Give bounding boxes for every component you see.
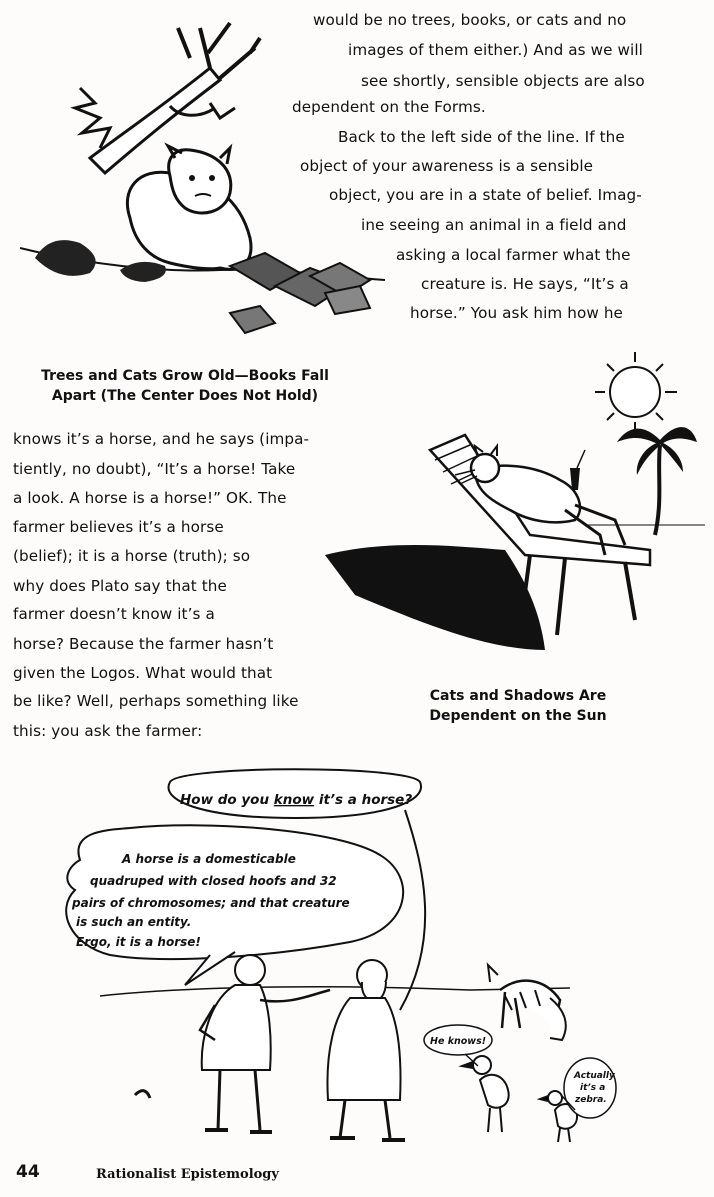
text-line: object of your awareness is a sensible — [300, 157, 594, 175]
caption-trees-cats-books — [20, 366, 350, 406]
text-line: Back to the left side of the line. If the — [338, 128, 625, 146]
farmer-bubble-line: pairs of chromosomes; and that creature — [72, 896, 350, 910]
bird-one-figure — [462, 1056, 509, 1132]
text-line: would be no trees, books, or cats and no — [313, 11, 627, 29]
text-line: given the Logos. What would that — [13, 664, 273, 682]
text-line: asking a local farmer what the — [396, 246, 631, 264]
farmer-bubble-line: A horse is a domesticable — [122, 852, 296, 866]
caption-line: Dependent on the Sun — [429, 708, 607, 724]
text-line: why does Plato say that the — [13, 577, 227, 595]
text-line: object, you are in a state of belief. Imag- — [329, 186, 642, 204]
palm-tree-icon — [617, 427, 697, 535]
text-line: dependent on the Forms. — [292, 98, 486, 116]
bird-two-bubble-line: zebra. — [575, 1095, 607, 1105]
text-line: farmer believes it’s a horse — [13, 518, 224, 536]
text-line: images of them either.) And as we will — [348, 41, 643, 59]
cat-sunbathing-illustration — [325, 350, 705, 670]
zebra-figure — [488, 965, 566, 1040]
text-line: a look. A horse is a horse!” OK. The — [13, 489, 287, 507]
text-line: horse.” You ask him how he — [410, 304, 623, 322]
caption-line: Trees and Cats Grow Old—Books Fall — [41, 368, 329, 384]
farmer-speech-bubble — [66, 825, 403, 985]
caption-line: Apart (The Center Does Not Hold) — [51, 388, 319, 404]
plato-farmer-cartoon — [50, 760, 690, 1155]
caption-line: Cats and Shadows Are — [429, 688, 607, 704]
text-line: this: you ask the farmer: — [13, 722, 203, 740]
bird-one-bubble-text: He knows! — [430, 1036, 487, 1047]
text-line: horse? Because the farmer hasn’t — [13, 635, 274, 653]
running-title: Rationalist Epistemology — [96, 1167, 279, 1182]
plato-bubble-text: How do you know it’s a horse? — [180, 792, 413, 808]
sun-icon — [595, 352, 677, 432]
text-line: see shortly, sensible objects are also — [361, 72, 645, 90]
text-line: (belief); it is a horse (truth); so — [13, 547, 251, 565]
text-line: tiently, no doubt), “It’s a horse! Take — [13, 460, 296, 478]
bird-two-bubble-line: Actually — [574, 1071, 615, 1081]
caption-cats-shadows-sun — [400, 686, 636, 726]
text-line: be like? Well, perhaps something like — [13, 692, 299, 710]
bird-two-bubble-line: it’s a — [580, 1083, 606, 1093]
text-line: creature is. He says, “It’s a — [421, 275, 629, 293]
text-line: knows it’s a horse, and he says (impa- — [13, 430, 310, 448]
tree-cat-books-illustration — [20, 8, 390, 343]
farmer-bubble-line: Ergo, it is a horse! — [76, 935, 201, 949]
farmer-figure — [200, 955, 330, 1132]
text-line: ine seeing an animal in a field and — [361, 216, 627, 234]
farmer-bubble-line: quadruped with closed hoofs and 32 — [90, 874, 337, 888]
page-number: 44 — [16, 1162, 40, 1182]
text-line: farmer doesn’t know it’s a — [13, 605, 215, 623]
farmer-bubble-line: is such an entity. — [76, 915, 192, 929]
